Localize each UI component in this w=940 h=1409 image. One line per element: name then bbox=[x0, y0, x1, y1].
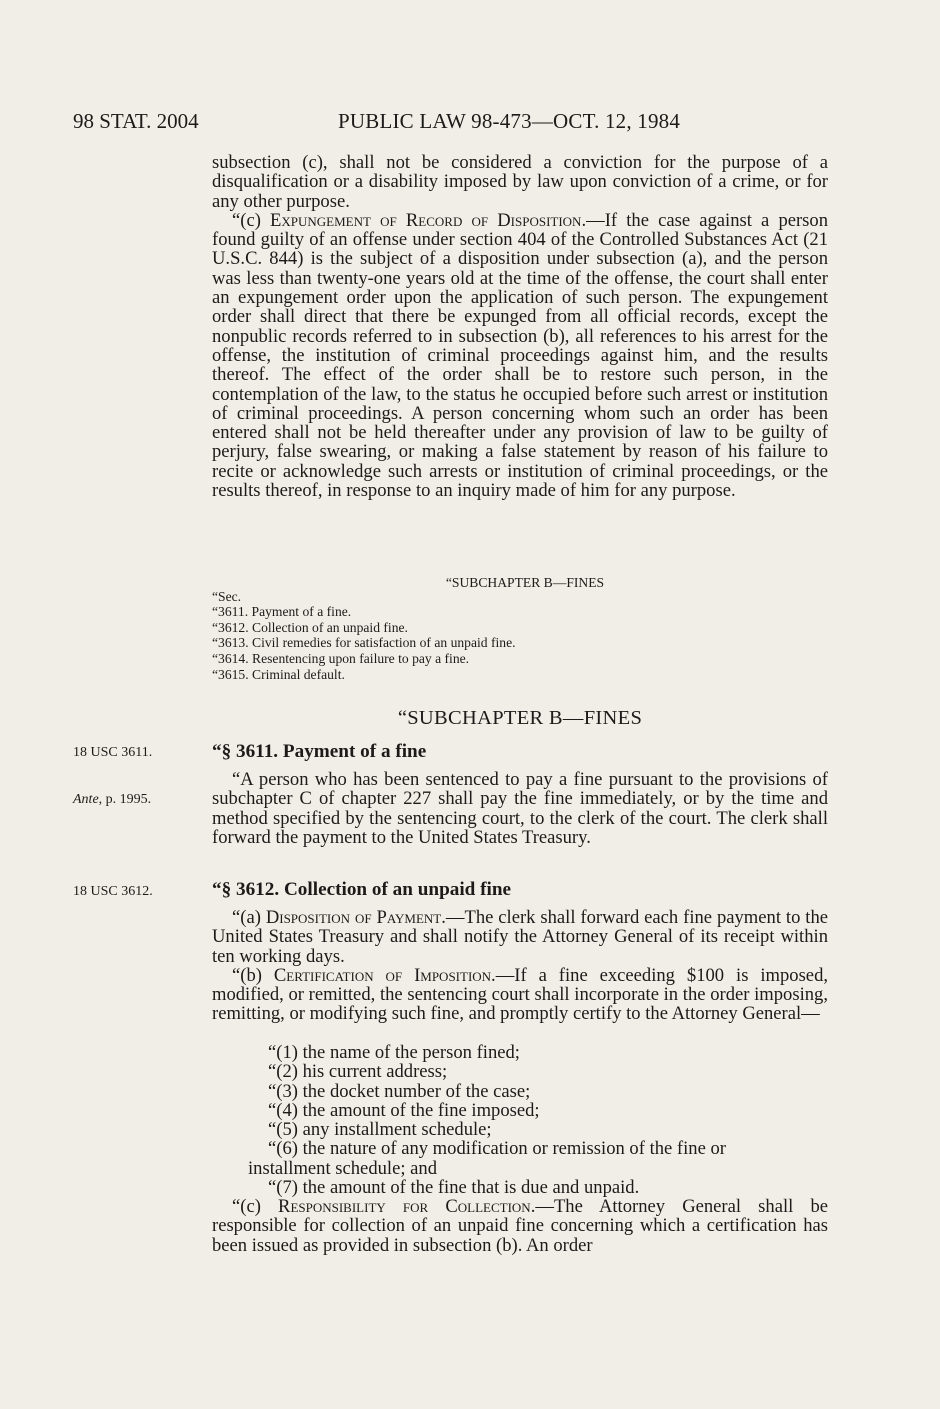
collection-c-open: “(c) bbox=[232, 1196, 279, 1217]
paragraph-continuation: subsection (c), shall not be considered a conviction for the purpose of a disqualification or a disability imposed by law upon conviction of a crime, or for any other purpose. bbox=[212, 152, 828, 212]
list-item: “(4) the amount of the fine imposed; bbox=[268, 1099, 540, 1121]
list-item: “(5) any installment schedule; bbox=[268, 1119, 492, 1141]
margin-ante-label: Ante bbox=[73, 792, 99, 807]
toc-item: “3614. Resentencing upon failure to pay a fine. bbox=[212, 650, 470, 666]
margin-note-usc-3611: 18 USC 3611. bbox=[73, 745, 153, 760]
toc-sec-label: “Sec. bbox=[212, 588, 242, 604]
list-item: “(1) the name of the person fined; bbox=[268, 1042, 520, 1063]
stat-page-number: 98 STAT. 2004 bbox=[73, 109, 199, 133]
subsection-a-open: “(a) bbox=[232, 907, 266, 928]
toc-item: “3612. Collection of an unpaid fine. bbox=[212, 619, 408, 635]
subsection-b-open: “(b) bbox=[232, 964, 274, 986]
subsection-a-body: —The clerk shall forward each fine payment to the United States Treasury and shall notify the Attorney General of its receipt within ten working days. bbox=[212, 907, 828, 967]
list-item-6-line-1: “(6) the nature of any modification or remission of the fine or bbox=[268, 1138, 726, 1160]
section-3611-heading: “§ 3611. Payment of a fine bbox=[212, 741, 427, 762]
margin-note-ante bbox=[73, 792, 151, 808]
law-title: PUBLIC LAW 98-473—OCT. 12, 1984 bbox=[338, 109, 681, 133]
subsection-c-open: “(c) bbox=[232, 209, 271, 231]
paragraph-subsection-c bbox=[212, 211, 828, 500]
list-item-6-line-2: installment schedule; and bbox=[248, 1157, 437, 1179]
margin-note-usc-3612: 18 USC 3612. bbox=[73, 884, 153, 899]
toc-item: “3611. Payment of a fine. bbox=[212, 604, 352, 620]
text-block-1 bbox=[212, 153, 828, 500]
toc-item: “3613. Civil remedies for satisfaction of an unpaid fine. bbox=[212, 635, 516, 651]
toc-item: “3615. Criminal default. bbox=[212, 666, 345, 682]
toc-title: “SUBCHAPTER B—FINES bbox=[445, 575, 605, 590]
section-3612-body bbox=[212, 908, 828, 1024]
subsection-a-heading: Disposition of Payment. bbox=[265, 907, 446, 928]
paragraph-subsection-a bbox=[212, 908, 828, 966]
collection-c-body: —The Attorney General shall be responsible for collection of an unpaid fine concerning which a certification has been issued as provided in subsection (b). An order bbox=[212, 1196, 828, 1256]
subsection-b-body: —If a fine exceeding $100 is imposed, modified, or remitted, the sentencing court shall incorporate in the order imposing, remitting, or modifying such fine, and promptly certify to the Attorney General— bbox=[212, 964, 829, 1025]
subsection-c-heading: Expungement of Record of Disposition. bbox=[270, 209, 587, 231]
subsection-c-collection bbox=[212, 1197, 828, 1255]
collection-c-heading: Responsibility for Collection. bbox=[278, 1196, 536, 1217]
subsection-c-body: —If the case against a person found guilty of an offense under section 404 of the Controlled Substances Act (21 U.S.C. 844) is the subject of a disposition under subsection (a), and the person was less than twenty-one years old at the time of the offense, the court shall enter an expungement order upon the application of such person. The expungement order shall direct that there be expunged from all official records, except the nonpublic records referred to in subsection (b), all references to his arrest for the offense, the institution of criminal proceedings against him, and the results thereof. The effect of the order shall be to restore such person, in the contemplation of the law, to the status he occupied before such arrest or institution of criminal proceedings. A person concerning whom such an order has been entered shall not be held thereafter under any provision of law to be guilty of perjury, false swearing, or making a false statement by reason of his failure to recite or acknowledge such arrests or institution of criminal proceedings, or the results thereof, in response to an inquiry made of him for any purpose. bbox=[212, 209, 829, 502]
list-item: “(3) the docket number of the case; bbox=[268, 1080, 531, 1102]
certification-list bbox=[212, 1043, 828, 1197]
paragraph-subsection-b bbox=[212, 966, 828, 1024]
subchapter-heading: “SUBCHAPTER B—FINES bbox=[397, 707, 643, 729]
margin-ante-page: , p. 1995. bbox=[98, 792, 152, 807]
list-item: “(2) his current address; bbox=[268, 1061, 448, 1083]
table-of-sections bbox=[212, 575, 828, 682]
subsection-b-heading: Certification of Imposition. bbox=[273, 964, 496, 986]
section-3612-heading: “§ 3612. Collection of an unpaid fine bbox=[212, 879, 512, 900]
section-3611-body: “A person who has been sentenced to pay a fine pursuant to the provisions of subchapter C of chapter 227 shall pay the fine immediately, or by the time and method specified by the sentencing court, to the clerk of the court. The clerk shall forward the payment to the United States Treasury. bbox=[212, 769, 828, 848]
list-item: “(7) the amount of the fine that is due and unpaid. bbox=[268, 1177, 640, 1199]
paragraph-subsection-c-collection bbox=[212, 1197, 828, 1255]
